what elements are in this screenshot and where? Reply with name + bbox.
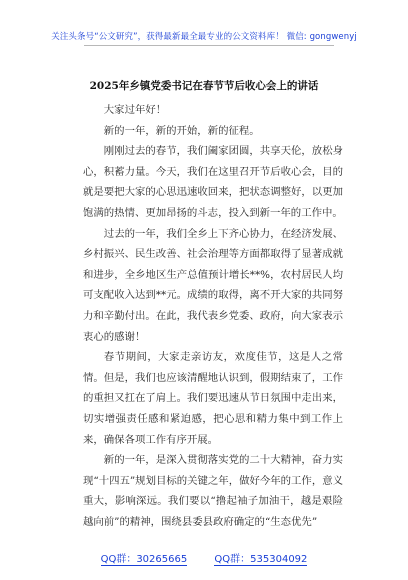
paragraph: 新的一年，新的开始，新的征程。 xyxy=(103,124,260,137)
qq-group-link-2[interactable]: QQ群：535304092 xyxy=(214,554,308,565)
qq-group-link-1[interactable]: QQ群：30265665 xyxy=(100,554,188,565)
paragraph: 春节期间，大家走亲访友，欢度佳节，这是人之常情。但是，我们也应该清醒地认识到，假期结束了，工作的重担又扛在了肩上。我们要迅速从节日氛围中走出来，切实增强责任感和紧迫感，把心思和精力集中到工作上来，确保各项工作有序开展。 xyxy=(83,351,343,446)
header-divider xyxy=(84,45,334,46)
paragraph: 新的一年，是深入贯彻落实党的二十大精神，奋力实现“十四五”规划目标的关键之年，做好今年的工作，意义重大，影响深远。我们要以“撸起袖子加油干，越是艰险越向前”的精神，围绕县委县政府确定的“生态优先” xyxy=(83,454,343,528)
paragraph: 刚刚过去的春节，我们阖家团圆，共享天伦，放松身心，积蓄力量。今天，我们在这里召开节后收心会，目的就是要把大家的心思迅速收回来，把状态调整好，以更加饱满的热情、更加昂扬的斗志，投入到新一年的工作中。 xyxy=(83,145,343,219)
document-title: 2025年乡镇党委书记在春节节后收心会上的讲话 xyxy=(89,80,319,92)
paragraph: 过去的一年，我们全乡上下齐心协力，在经济发展、乡村振兴、民生改善、社会治理等方面都取得了显著成就和进步，全乡地区生产总值预计增长**%，农村居民人均可支配收入达到**元。成绩的取得，离不开大家的共同努力和辛勤付出。在此，我代表乡党委、政府，向大家表示衷心的感谢！ xyxy=(83,227,343,343)
paragraph: 大家过年好！ xyxy=(103,104,167,116)
footer xyxy=(0,550,408,565)
top-banner: 关注头条号“公文研究”，获得最新最全最专业的公文资料库！ 微信: gongwenyj xyxy=(51,32,357,42)
document-body xyxy=(83,100,343,532)
